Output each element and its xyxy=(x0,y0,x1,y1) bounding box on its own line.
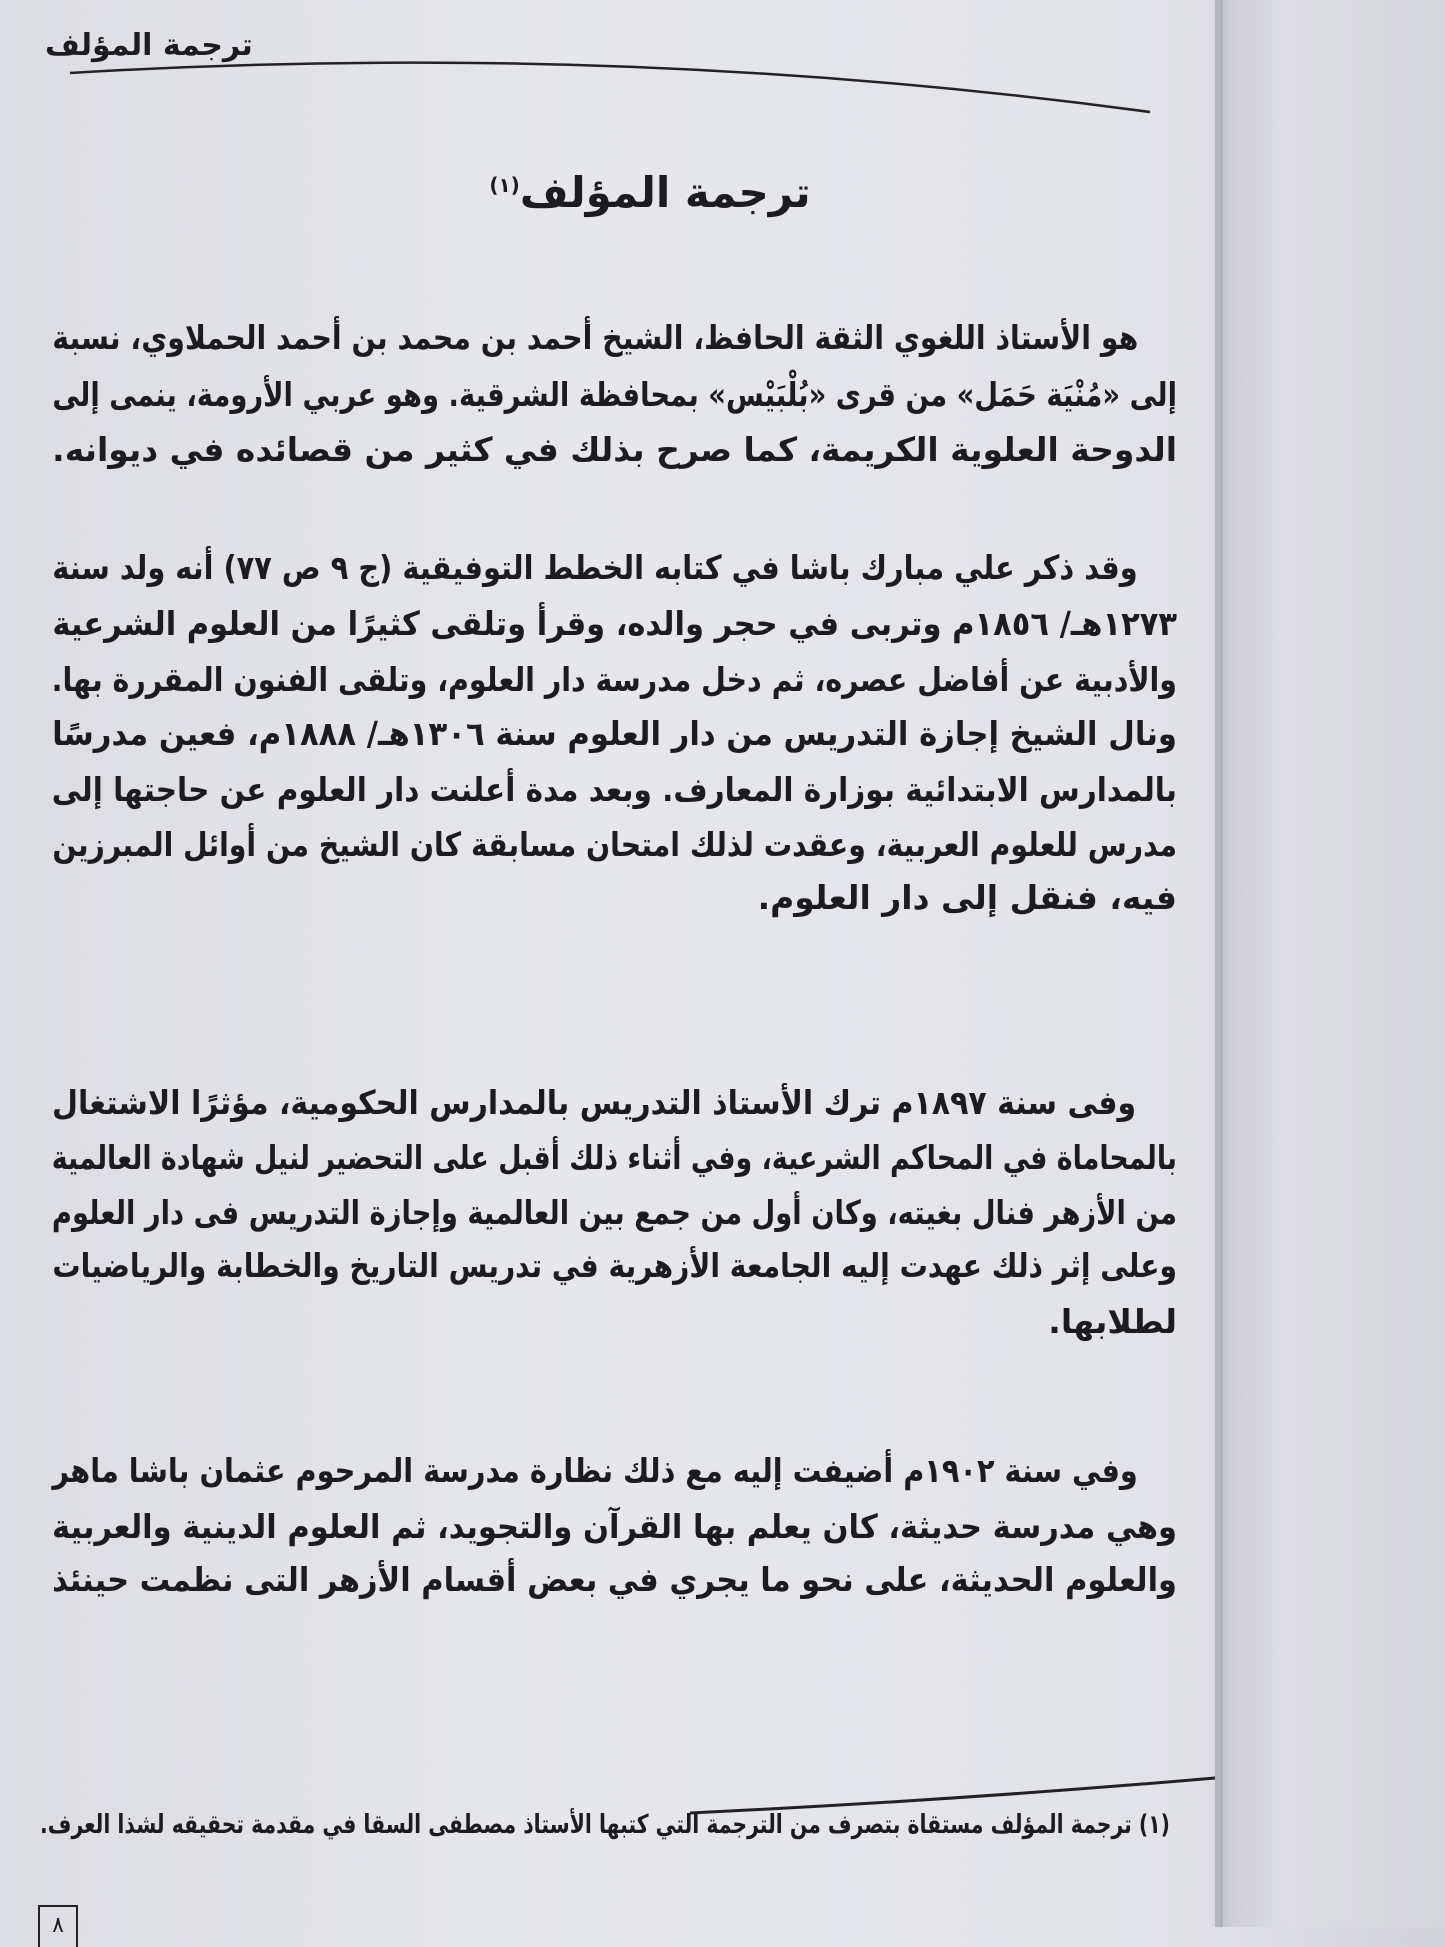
running-head: ترجمة المؤلف xyxy=(45,28,253,63)
text-line: والعلوم الحديثة، على نحو ما يجري في بعض أقسام الأزهر التى نظمت حينئذ xyxy=(52,1560,1178,1599)
text-line: والأدبية عن أفاضل عصره، ثم دخل مدرسة دار العلوم، وتلقى الفنون المقررة بها. xyxy=(51,660,1178,699)
adjacent-page-edge xyxy=(1215,0,1445,1927)
title-text: ترجمة المؤلف xyxy=(519,168,811,217)
text-line: وفي سنة ١٩٠٢م أضيفت إليه مع ذلك نظارة مدرسة المرحوم عثمان باشا ماهر xyxy=(52,1451,1138,1490)
text-line: لطلابها. xyxy=(1048,1302,1177,1341)
text-line: ١٢٧٣هـ/ ١٨٥٦م وتربى في حجر والده، وقرأ وتلقى كثيرًا من العلوم الشرعية xyxy=(52,604,1177,643)
header-rule xyxy=(0,0,1445,140)
text-line: الدوحة العلوية الكريمة، كما صرح بذلك في كثير من قصائده في ديوانه. xyxy=(52,430,1178,469)
text-line: وقد ذكر علي مبارك باشا في كتابه الخطط التوفيقية (ج ٩ ص ٧٧) أنه ولد سنة xyxy=(52,548,1138,587)
text-line: بالمدارس الابتدائية بوزارة المعارف. وبعد مدة أعلنت دار العلوم عن حاجتها إلى xyxy=(51,770,1177,809)
text-line: وهي مدرسة حديثة، كان يعلم بها القرآن والتجويد، ثم العلوم الدينية والعربية xyxy=(52,1507,1177,1546)
page-title xyxy=(470,168,830,217)
text-line: بالمحاماة في المحاكم الشرعية، وفي أثناء ذلك أقبل على التحضير لنيل شهادة العالمية xyxy=(51,1138,1177,1177)
footnote: (١) ترجمة المؤلف مستقاة بتصرف من الترجمة التي كتبها الأستاذ مصطفى السقا في مقدمة تحقيقه لشذا العرف. xyxy=(40,1810,1170,1840)
text-line: هو الأستاذ اللغوي الثقة الحافظ، الشيخ أحمد بن محمد بن أحمد الحملاوي، نسبة xyxy=(52,318,1139,357)
page-fold-shadow xyxy=(1211,0,1223,1927)
text-line: مدرس للعلوم العربية، وعقدت لذلك امتحان مسابقة كان الشيخ من أوائل المبرزين xyxy=(52,825,1177,864)
page-number: ٨ xyxy=(38,1905,78,1947)
text-line: وفى سنة ١٨٩٧م ترك الأستاذ التدريس بالمدارس الحكومية، مؤثرًا الاشتغال xyxy=(51,1083,1137,1122)
text-line: من الأزهر فنال بغيته، وكان أول من جمع بين العالمية وإجازة التدريس فى دار العلوم xyxy=(51,1193,1178,1232)
text-line: إلى «مُنْيَة حَمَل» من قرى «بُلْبَيْس» بمحافظة الشرقية. وهو عربي الأرومة، ينمى إلى xyxy=(52,375,1177,414)
text-line: ونال الشيخ إجازة التدريس من دار العلوم سنة ١٣٠٦هـ/ ١٨٨٨م، فعين مدرسًا xyxy=(52,714,1178,753)
title-footnote-marker: (١) xyxy=(489,173,520,197)
text-line: وعلى إثر ذلك عهدت إليه الجامعة الأزهرية في تدريس التاريخ والخطابة والرياضيات xyxy=(52,1246,1178,1285)
text-line: فيه، فنقل إلى دار العلوم. xyxy=(757,878,1177,917)
